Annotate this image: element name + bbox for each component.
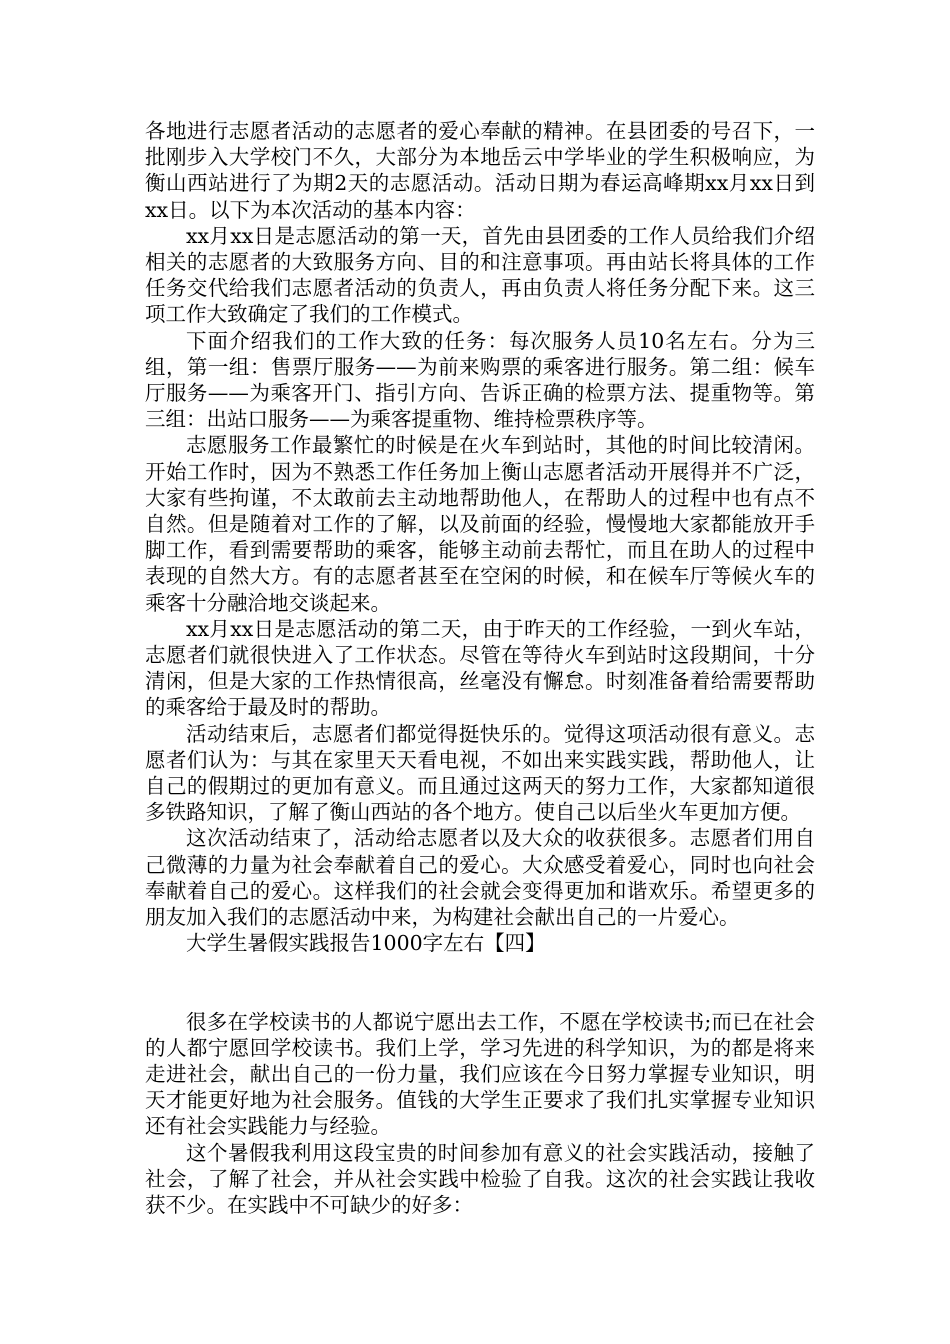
paragraph-3: 下面介绍我们的工作大致的任务：每次服务人员10名左右。分为三组，第一组：售票厅服务——为前来购票的乘客进行服务。第二组：候车厅服务——为乘客开门、指引方向、告诉正确的检票方法、提重物等。第三组：出站口服务——为乘客提重物、维持检票秩序等。 — [145, 328, 815, 432]
paragraph-5: xx月xx日是志愿活动的第二天，由于昨天的工作经验，一到火车站，志愿者们就很快进入了工作状态。尽管在等待火车到站时这段期间，十分清闲，但是大家的工作热情很高，丝毫没有懈怠。时刻准备着给需要帮助的乘客给于最及时的帮助。 — [145, 616, 815, 720]
paragraph-8: 很多在学校读书的人都说宁愿出去工作，不愿在学校读书;而已在社会的人都宁愿回学校读书。我们上学，学习先进的科学知识，为的都是将来走进社会，献出自己的一份力量，我们应该在今日努力掌握专业知识，明天才能更好地为社会服务。值钱的大学生正要求了我们扎实掌握专业知识还有社会实践能力与经验。 — [145, 1009, 815, 1139]
paragraph-7: 这次活动结束了，活动给志愿者以及大众的收获很多。志愿者们用自己微薄的力量为社会奉献着自己的爱心。大众感受着爱心，同时也向社会奉献着自己的爱心。这样我们的社会就会变得更加和谐欢乐。希望更多的朋友加入我们的志愿活动中来，为构建社会献出自己的一片爱心。 — [145, 826, 815, 930]
paragraph-1: 各地进行志愿者活动的志愿者的爱心奉献的精神。在县团委的号召下，一批刚步入大学校门不久，大部分为本地岳云中学毕业的学生积极响应，为衡山西站进行了为期2天的志愿活动。活动日期为春运高峰期xx月xx日到xx日。以下为本次活动的基本内容： — [145, 119, 815, 222]
paragraph-6: 活动结束后，志愿者们都觉得挺快乐的。觉得这项活动很有意义。志愿者们认为：与其在家里天天看电视，不如出来实践实践，帮助他人，让自己的假期过的更加有意义。而且通过这两天的努力工作，大家都知道很多铁路知识，了解了衡山西站的各个地方。使自己以后坐火车更加方便。 — [145, 721, 815, 825]
paragraph-4: 志愿服务工作最繁忙的时候是在火车到站时，其他的时间比较清闲。开始工作时，因为不熟悉工作任务加上衡山志愿者活动开展得并不广泛，大家有些拘谨，不太敢前去主动地帮助他人，在帮助人的过程中也有点不自然。但是随着对工作的了解，以及前面的经验，慢慢地大家都能放开手脚工作，看到需要帮助的乘客，能够主动前去帮忙，而且在助人的过程中表现的自然大方。有的志愿者甚至在空闲的时候，和在候车厅等候火车的乘客十分融洽地交谈起来。 — [145, 433, 815, 615]
paragraph-9: 这个暑假我利用这段宝贵的时间参加有意义的社会实践活动，接触了社会，了解了社会，并从社会实践中检验了自我。这次的社会实践让我收获不少。在实践中不可缺少的好多： — [145, 1140, 815, 1217]
paragraph-2: xx月xx日是志愿活动的第一天，首先由县团委的工作人员给我们介绍相关的志愿者的大致服务方向、目的和注意事项。再由站长将具体的工作任务交代给我们志愿者活动的负责人，再由负责人将任务分配下来。这三项工作大致确定了我们的工作模式。 — [145, 223, 815, 327]
blank-line — [145, 957, 815, 1009]
document-page — [145, 118, 815, 1218]
section-heading: 大学生暑假实践报告1000字左右【四】 — [186, 931, 546, 956]
